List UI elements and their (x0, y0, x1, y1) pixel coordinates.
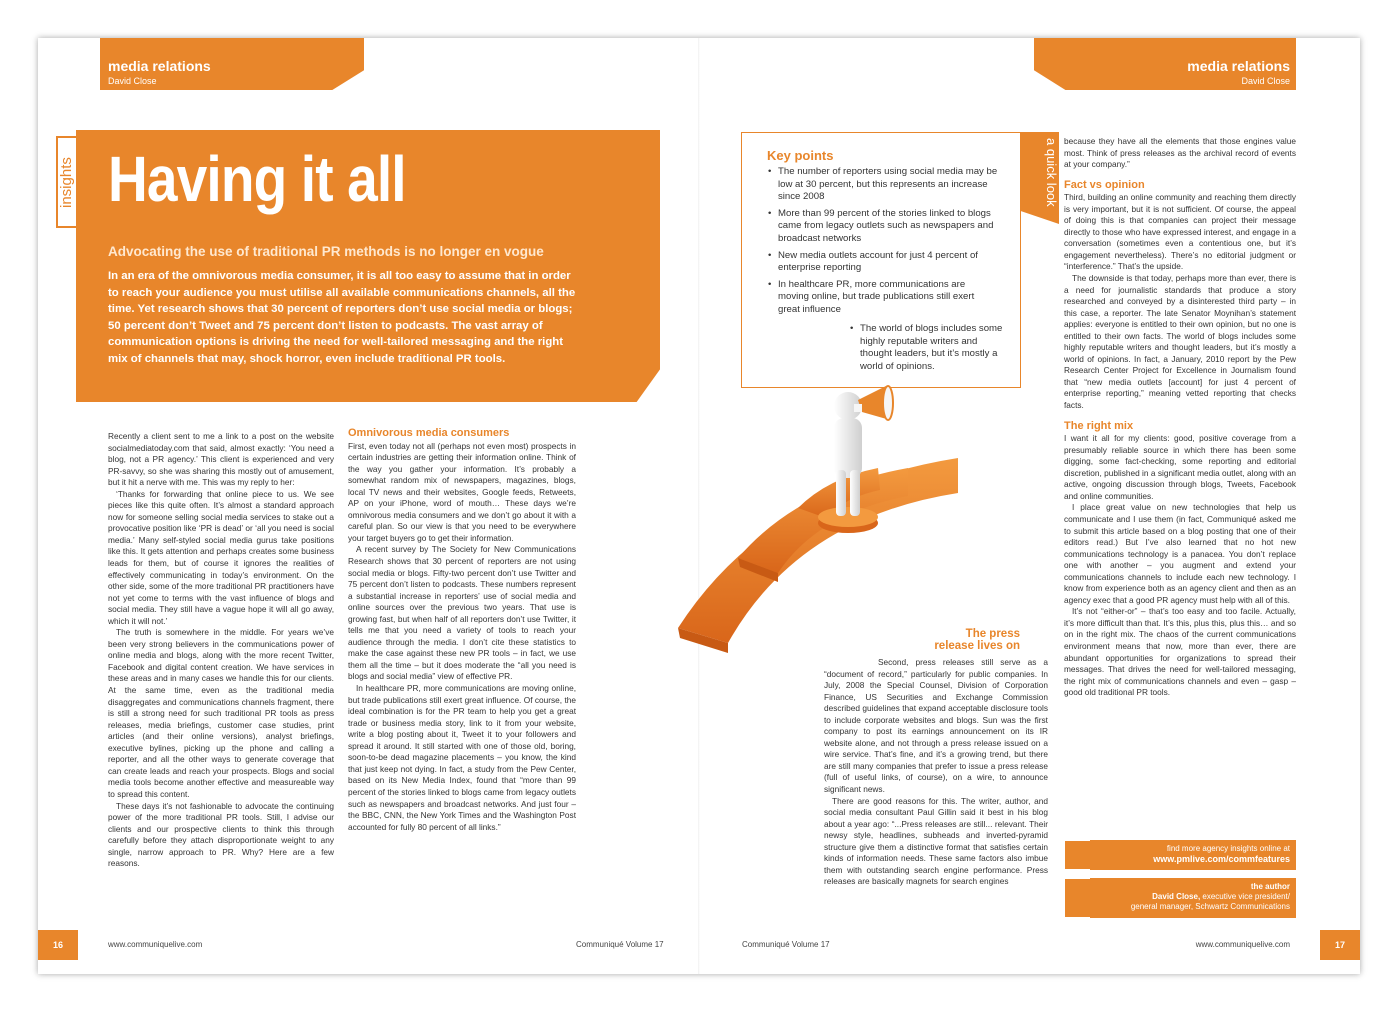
key-point-item: • The world of blogs includes some highly reputable writers and thought leaders, but it’s mostly a world of opinions. (850, 323, 1006, 373)
megaphone-figure-illustration (658, 308, 1018, 658)
paragraph: Second, press releases still serve as a “document of record,” particularly for public companies. In July, 2008 the Special Counsel, Division of Corporation Finance, US Securities and Exchange Commission described guidelines that expand acceptable disclosure tools to include corporate websites and blogs. Sun was the first company to post its earnings announcement on its IR website alone, and not through a press release issued on a wire service. That’s fine, and it’s a growing trend, but there are still many companies that prefer to issue a press release (full of useful links, of course), on a wire, to announce significant news. (824, 657, 1048, 795)
author-company: general manager, Schwartz Communications (1130, 902, 1290, 911)
author-box (1064, 878, 1296, 918)
footer-publication-left: Communiqué Volume 17 (576, 940, 664, 949)
article-subtitle: Advocating the use of traditional PR methods is no longer en vogue (108, 244, 544, 259)
article-title: Having it all (108, 143, 406, 215)
subheading: Omnivorous media consumers (348, 427, 510, 439)
left-section-title: media relations (108, 58, 211, 74)
column-1 (108, 431, 334, 870)
more-insights-box (1064, 840, 1296, 870)
signal-arc-large (678, 458, 958, 643)
paragraph: I want it all for my clients: good, positive coverage from a presumably reliable source in which there has been some digging, some fact-checking, some reporting and editorial discretion, published in a significant media outlet, along with an active, ongoing discussion through blogs, Tweets, Facebook and online communities. (1064, 433, 1296, 501)
paragraph: It’s not “either-or” – that’s too easy and too facile. Actually, it’s more difficult than that. It’s this, plus this, plus this… and so on in the right mix. The chaos of the current communications environment means that now, more than ever, there are abundant opportunities for organizations to spread their messages. That drives the need for well-tailored messaging, the right mix of communications channels and even – gasp – good old traditional PR tools. (1064, 606, 1296, 698)
pull-quote-line: release lives on (934, 640, 1020, 652)
author-name-line (1152, 892, 1290, 902)
more-insights-label: find more agency insights online at (1166, 844, 1290, 853)
paragraph: Third, building an online community and reaching them directly is very important, but it is not sufficient. Of course, the appeal of doing this is that companies can project their message directly to those who have expressed interest, and engage in a conversation (sometimes even a contentious one, but it’s engagement nevertheless). There’s no editorial judgment or “interference.” That’s the upside. (1064, 192, 1296, 272)
author-label: the author (1250, 882, 1290, 891)
more-insights-link[interactable]: www.pmlive.com/commfeatures (1153, 854, 1290, 864)
column-2 (348, 428, 576, 833)
footer-url-left[interactable]: www.communiquelive.com (108, 940, 203, 949)
author-name: David Close, (1152, 892, 1201, 901)
key-point-item: • The number of reporters using social media may be low at 30 percent, but this represents an increase since 2008 (768, 166, 998, 204)
paragraph: I place great value on new technologies that help us communicate and I use them (in fact, Communiqué asked me to submit this article based on a blog posting that one of their editors read.) But I’ve also learned that no hot new communications technology is a panacea. You don’t replace one with another – you augment and extend your communications channels to include each new technology. I know from experience both as an agency client and then as an agency exec that a good PR agency must help with all of this. (1064, 502, 1296, 605)
paragraph: The truth is somewhere in the middle. For years we’ve been very strong believers in the communications power of online media and blogs, along with the more recent Twitter, Facebook and digital content creation. We have services in these areas and in many cases we handle this for our clients. At the same time, even as the traditional media disaggregates and communications channels fragment, there is still a strong need for such traditional PR tools as press releases, media briefings, customer case studies, print articles (and their online versions), analyst briefings, executive bylines, picking up the phone and calling a reporter, and all the other ways to generate coverage that can create leads and reach your prospects. Blogs and social media tools become another effective and measureable way to spread this content. (108, 627, 334, 799)
column-3 (824, 657, 1048, 888)
page-number-right: 17 (1320, 930, 1360, 960)
paragraph: The downside is that today, perhaps more than ever, there is a need for journalistic standards that produce a story researched and conveyed by a disinterested third party – in this case, a reporter. The late Senator Moynihan’s statement applies: everyone is entitled to their own opinion, but no one is entitled to their own facts. The world of blogs includes some highly reputable writers and thought leaders, but it’s mostly a world of opinions. In fact, a January, 2010 report by the Pew Research Center Project for Excellence in Journalism found that “new media outlets [account] for just 4 percent of enterprise reporting,” meaning vetted reporting that checks facts. (1064, 273, 1296, 411)
mouse-icon (1064, 840, 1090, 870)
subheading: The right mix (1064, 419, 1134, 432)
paragraph: First, even today not all (perhaps not even most) prospects in certain industries are getting their information online. Think of the way you gather your information. It’s probably a somewhat random mix of newspapers, magazines, blogs, local TV news and their websites, Google feeds, Retweets, AP on your iPhone, word of mouth… These days we’re omnivorous media consumers and we don’t go about it with a careful plan. So our view is that you need to be everywhere your target buyers go to get their information. (348, 440, 576, 543)
magazine-spread (38, 38, 1360, 974)
quick-look-label: a quick look (1044, 138, 1059, 207)
article-intro: In an era of the omnivorous media consumer, it is all too easy to assume that in order to reach your audience you must utilise all available communications channels, all the time. Yet research shows that 30 percent of reporters don’t use social media or blogs; 50 percent don’t Tweet and 75 percent don’t listen to podcasts. The vast array of communication options is driving the need for well-tailored messaging and the right mix of channels that may, shock horror, even include traditional PR tools. (108, 270, 576, 365)
key-point-item: • In healthcare PR, more communications are moving online, but trade publications still exert great influence (768, 279, 998, 317)
paragraph: because they have all the elements that those engines value most. Think of press releases as the archival record of events at your company.” (1064, 136, 1296, 170)
left-section-author: David Close (108, 76, 157, 86)
paragraph: A recent survey by The Society for New Communications Research shows that 30 percent of reporters are not using social media or blogs. Fifty-two percent don’t use Twitter and 75 percent don’t listen to podcasts. These numbers represent a substantial increase in reporters’ use of social media and online sources over the previous two years. That use is growing fast, but when half of all reporters don’t use Twitter, it tells me that you need a variety of tools to reach your audience through the media. I don’t cite these statistics to make the case against these new PR tools – in fact, we use them all the time – but it does moderate the “all you need is blogs and social media” view of effective PR. (348, 544, 576, 682)
key-point-item: • New media outlets account for just 4 percent of enterprise reporting (768, 250, 998, 275)
page-number-left: 16 (38, 930, 78, 960)
subheading: Fact vs opinion (1064, 178, 1145, 191)
pull-quote-line: The press (965, 628, 1020, 640)
key-points-list (768, 166, 998, 321)
right-section-author: David Close (1241, 76, 1290, 86)
pull-quote (934, 628, 1020, 652)
footer-publication-right: Communiqué Volume 17 (742, 940, 830, 949)
key-point-item: • More than 99 percent of the stories linked to blogs came from legacy outlets such as newspapers and broadcast networks (768, 208, 998, 246)
author-icon (1064, 878, 1090, 918)
author-role: executive vice president/ (1200, 892, 1290, 901)
insights-label: insights (58, 157, 75, 209)
right-section-title: media relations (1187, 58, 1290, 74)
paragraph: ‘Thanks for forwarding that online piece to us. We see pieces like this quite often. It’s almost a standard approach now for someone selling social media services to stake out a provocative position like ‘PR is dead’ or ‘all you need is social media.’ Many self-styled social media gurus take positions like this. It gets attention and perhaps creates some business leads for them, but of course it ignores the realities of effectively communicating in today’s environment. On the other side, some of the more traditional PR practitioners have not yet come to terms with the vast influence of blogs and social media. They still have a vague hope it will all go away, which it will not.’ (108, 488, 334, 626)
paragraph: These days it’s not fashionable to advocate the continuing power of the more traditional PR tools. Still, I advise our clients and our prospective clients to think this through carefully before they attach disproportionate weight to any single, narrow approach to PR. Why? Here are a few reasons. (108, 800, 334, 869)
footer-url-right[interactable]: www.communiquelive.com (1195, 940, 1290, 949)
key-points-heading: Key points (767, 148, 834, 163)
column-4 (1064, 136, 1296, 699)
paragraph: Recently a client sent to me a link to a post on the website socialmediatoday.com that said, almost exactly: ‘You need a blog, not a PR agency.’ This client is experienced and very PR-savvy, so she was sharing this mostly out of amusement, but it hit a nerve with me. This was my reply to her: (108, 431, 334, 488)
paragraph: There are good reasons for this. The writer, author, and social media consultant Paul Gillin said it best in his blog about a year ago: “...Press releases are still... relevant. Their newsy style, headlines, subheads and inverted-pyramid structure give them a distinctive format that satisfies certain kinds of information needs. These same factors also imbue them with outstanding search engine performance. Press releases are basically magnets for search engines (824, 795, 1048, 887)
paragraph: In healthcare PR, more communications are moving online, but trade publications still exert great influence. Of course, the ideal combination is for the PR team to help you get a great trade or business media story, link to it from your website, write a blog posting about it, Tweet it to your followers and spread it around. It still started with one of those old, boring, soon-to-be dead magazine placements – you know, the kind that just keep not dying. In fact, a study from the Pew Center, based on its New Media Index, found that “more than 99 percent of the stories linked to blogs came from legacy outlets such as newspapers and broadcast networks. And just four – the BBC, CNN, the New York Times and the Washington Post accounted for fully 80 percent of all links.” (348, 683, 576, 832)
